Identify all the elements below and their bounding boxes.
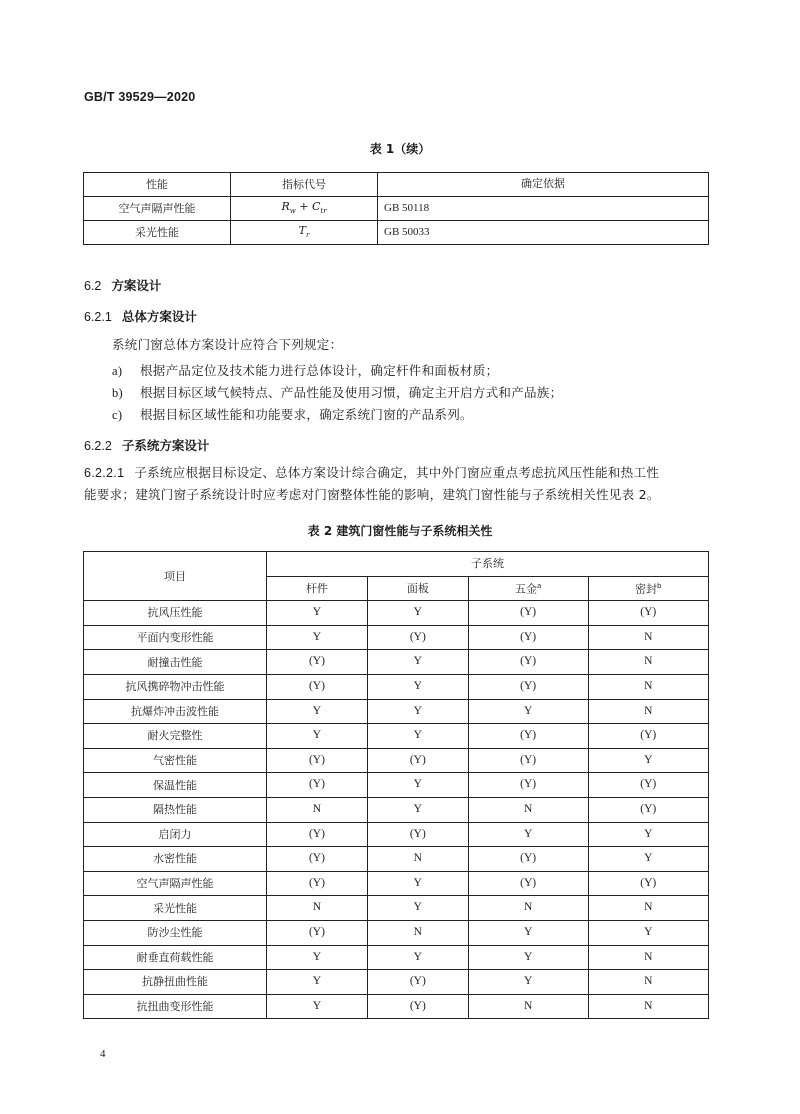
table2-value-cell: (Y) (367, 625, 468, 650)
table1-perf-cell: 采光性能 (84, 221, 231, 245)
table2-value-cell: (Y) (468, 847, 588, 872)
table2-caption: 表 2 建筑门窗性能与子系统相关性 (307, 524, 493, 538)
table2-value-cell: (Y) (367, 994, 468, 1019)
table2-value-cell: Y (468, 822, 588, 847)
code-sub: r (305, 231, 310, 240)
table2-value-cell: Y (367, 650, 468, 675)
table2-item-cell: 水密性能 (84, 847, 267, 872)
table1-code-cell (231, 221, 378, 245)
table2-value-cell: Y (267, 724, 368, 749)
table2-value-cell: (Y) (367, 748, 468, 773)
table-row (84, 970, 709, 995)
table-row (84, 847, 709, 872)
table2-subheader-cell: 杆件 (267, 576, 368, 601)
table2-value-cell: (Y) (267, 871, 368, 896)
table2-item-cell: 抗静扭曲性能 (84, 970, 267, 995)
table2-item-cell: 耐垂直荷载性能 (84, 945, 267, 970)
table2-value-cell: Y (267, 994, 368, 1019)
table2-value-cell: N (367, 847, 468, 872)
table-row (84, 920, 709, 945)
table2-subheader-cell: 面板 (367, 576, 468, 601)
table2-value-cell: (Y) (588, 601, 708, 626)
paragraph-body (84, 462, 724, 506)
code-main: T (298, 224, 306, 238)
table-row (84, 822, 709, 847)
table2-item-cell: 抗风携碎物冲击性能 (84, 674, 267, 699)
table2-value-cell: Y (588, 920, 708, 945)
table2-item-cell: 抗风压性能 (84, 601, 267, 626)
table2-subheader-cell: 五金$^a$ (468, 576, 588, 601)
code-mid: + C (295, 200, 321, 214)
table2-value-cell: Y (367, 601, 468, 626)
table2-value-cell: N (588, 970, 708, 995)
table2-value-cell: (Y) (588, 871, 708, 896)
table2-value-cell: Y (267, 970, 368, 995)
table2-item-cell: 气密性能 (84, 748, 267, 773)
subsection-heading: 6.2.1 总体方案设计 (84, 309, 197, 324)
table-row (84, 748, 709, 773)
subsection-heading: 6.2.2 子系统方案设计 (84, 438, 210, 453)
table2-item-cell: 平面内变形性能 (84, 625, 267, 650)
table2-value-cell: N (468, 797, 588, 822)
table2-value-cell: Y (367, 674, 468, 699)
table2-item-cell: 隔热性能 (84, 797, 267, 822)
table2-value-cell: Y (468, 970, 588, 995)
table1-header-cell: 性能 (84, 173, 231, 197)
table-row (84, 797, 709, 822)
table2-value-cell: (Y) (588, 724, 708, 749)
table2-item-cell: 抗爆炸冲击波性能 (84, 699, 267, 724)
table2-value-cell: Y (267, 945, 368, 970)
table2-value-cell: Y (468, 945, 588, 970)
table-row (84, 871, 709, 896)
table2-value-cell: Y (367, 896, 468, 921)
table1-header-cell: 指标代号 (231, 173, 378, 197)
table2-item-cell: 耐撞击性能 (84, 650, 267, 675)
table1 (83, 172, 709, 245)
table2-value-cell: Y (588, 748, 708, 773)
code-main: R (281, 200, 290, 214)
table-row (84, 601, 709, 626)
table2-item-cell: 采光性能 (84, 896, 267, 921)
table1-header-cell: 确定依据 (378, 173, 709, 197)
table2-value-cell: (Y) (267, 748, 368, 773)
table2-value-cell: N (588, 945, 708, 970)
list-item: a) 根据产品定位及技术能力进行总体设计，确定杆件和面板材质； (112, 363, 499, 378)
code-sub: w (289, 207, 296, 216)
table2-item-cell: 抗扭曲变形性能 (84, 994, 267, 1019)
table2-value-cell: Y (367, 699, 468, 724)
table-row (84, 221, 709, 245)
table2-value-cell: (Y) (267, 822, 368, 847)
table1-basis-cell: GB 50033 (378, 221, 709, 245)
table2-value-cell: (Y) (468, 650, 588, 675)
table-row (84, 674, 709, 699)
table-row (84, 724, 709, 749)
table-row (84, 945, 709, 970)
page-number: 4 (100, 1048, 106, 1060)
table2-value-cell: N (588, 994, 708, 1019)
paragraph-line: 6.2.2.1 子系统应根据目标设定、总体方案设计综合确定，其中外门窗应重点考虑抗风压性能和热工性 (84, 465, 660, 480)
table2-value-cell: (Y) (468, 724, 588, 749)
table2-value-cell: (Y) (468, 625, 588, 650)
table2-value-cell: (Y) (267, 920, 368, 945)
table2-value-cell: (Y) (588, 773, 708, 798)
table2-value-cell: N (588, 625, 708, 650)
table2-header-row (84, 552, 709, 577)
table-row (84, 896, 709, 921)
table2-header-item: 项目 (84, 552, 267, 601)
table2-item-cell: 启闭力 (84, 822, 267, 847)
table1-basis-cell: GB 50118 (378, 197, 709, 221)
table2-item-cell: 保温性能 (84, 773, 267, 798)
paragraph-line: 能要求；建筑门窗子系统设计时应考虑对门窗整体性能的影响，建筑门窗性能与子系统相关性见表 2。 (84, 487, 660, 502)
table-row (84, 625, 709, 650)
table2-value-cell: (Y) (588, 797, 708, 822)
list-item: c) 根据目标区域性能和功能要求，确定系统门窗的产品系列。 (112, 407, 473, 422)
table2-value-cell: (Y) (468, 674, 588, 699)
table2-item-cell: 耐火完整性 (84, 724, 267, 749)
table2-value-cell: (Y) (367, 970, 468, 995)
table2-value-cell: N (267, 797, 368, 822)
table-row (84, 197, 709, 221)
table2-value-cell: N (267, 896, 368, 921)
table2-value-cell: Y (588, 822, 708, 847)
table2-value-cell: Y (267, 601, 368, 626)
table2-value-cell: (Y) (468, 601, 588, 626)
table2-value-cell: (Y) (367, 822, 468, 847)
table2-value-cell: (Y) (267, 674, 368, 699)
table2-value-cell: Y (588, 847, 708, 872)
table2-value-cell: Y (367, 797, 468, 822)
table2-header-group: 子系统 (267, 552, 709, 577)
table1-header-row (84, 173, 709, 197)
table-row (84, 994, 709, 1019)
standard-code: GB/T 39529—2020 (84, 90, 196, 104)
table2-value-cell: N (468, 994, 588, 1019)
list-item: b) 根据目标区域气候特点、产品性能及使用习惯，确定主开启方式和产品族； (112, 385, 563, 400)
table2-value-cell: N (468, 896, 588, 921)
table2-value-cell: N (588, 896, 708, 921)
table2-value-cell: N (588, 650, 708, 675)
table2-value-cell: Y (468, 699, 588, 724)
table2-value-cell: (Y) (267, 847, 368, 872)
table1-caption: 表 1（续） (369, 142, 431, 156)
table2-value-cell: Y (367, 773, 468, 798)
table2-item-cell: 空气声隔声性能 (84, 871, 267, 896)
table2 (83, 551, 709, 1019)
section-heading: 6.2 方案设计 (84, 278, 162, 293)
table2-value-cell: N (588, 674, 708, 699)
table2-value-cell: N (588, 699, 708, 724)
table2-value-cell: (Y) (468, 773, 588, 798)
paragraph-intro: 系统门窗总体方案设计应符合下列规定： (112, 337, 343, 352)
table2-item-cell: 防沙尘性能 (84, 920, 267, 945)
table2-value-cell: (Y) (267, 773, 368, 798)
table-row (84, 773, 709, 798)
table2-value-cell: (Y) (468, 748, 588, 773)
table2-value-cell: Y (367, 724, 468, 749)
table2-subheader-cell: 密封$^b$ (588, 576, 708, 601)
footnote-marker: b (657, 581, 662, 590)
table2-value-cell: Y (267, 699, 368, 724)
footnote-marker: a (537, 581, 542, 590)
code-sub: tr (320, 207, 327, 216)
table2-value-cell: Y (367, 945, 468, 970)
table-row (84, 699, 709, 724)
table1-code-cell (231, 197, 378, 221)
table1-perf-cell: 空气声隔声性能 (84, 197, 231, 221)
table2-value-cell: Y (367, 871, 468, 896)
table2-value-cell: Y (468, 920, 588, 945)
table2-value-cell: N (367, 920, 468, 945)
table2-value-cell: (Y) (267, 650, 368, 675)
table2-value-cell: Y (267, 625, 368, 650)
table2-value-cell: (Y) (468, 871, 588, 896)
table-row (84, 650, 709, 675)
